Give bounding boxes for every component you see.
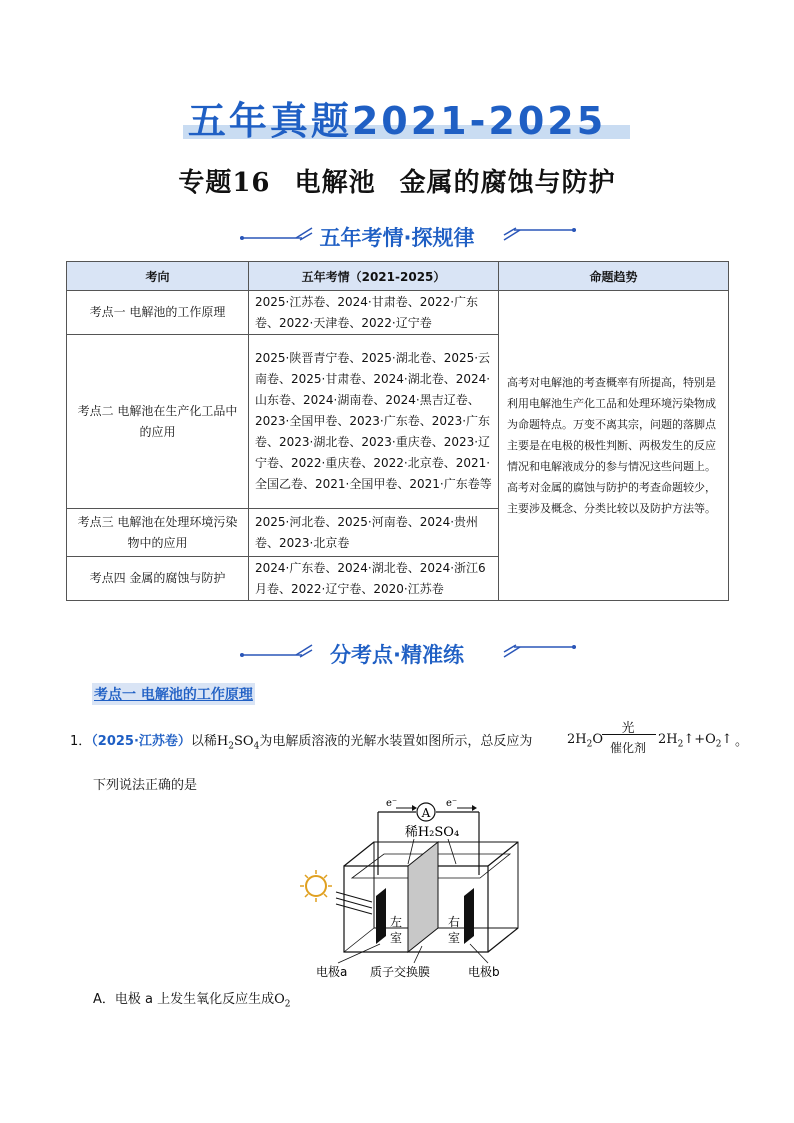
- right-room-label: 右: [447, 915, 461, 929]
- trend-cell: 高考对电解池的考查概率有所提高，特别是利用电解池生产化工品和处理环境污染物成为命题特点。万变不离其宗，问题的落脚点主要是在电极的极性判断、两极发生的反应情况和电解液成分的参与情况这些问题上。高考对金属的腐蚀与防护的考查命题较少，主要涉及概念、分类比较以及防护方法等。: [499, 291, 729, 601]
- equation-arrow: [602, 734, 656, 735]
- electrode-b: [464, 888, 474, 944]
- ammeter-label: A: [421, 806, 431, 820]
- table-header-row: [67, 262, 729, 291]
- equation-rhs: $2H_2↑+O_2↑$: [658, 732, 733, 750]
- papers-cell: 2025·河北卷、2025·河南卷、2024·贵州卷、2023·北京卷: [249, 509, 499, 557]
- electrode-a-label: 电极a: [316, 965, 348, 979]
- page-title: 五年真题2021-2025: [187, 99, 607, 143]
- option-a-formula: $O_2$: [274, 992, 291, 1010]
- papers-cell: 2024·广东卷、2024·湖北卷、2024·浙江6月卷、2022·辽宁卷、2020·江苏卷: [249, 557, 499, 601]
- papers-cell: 2025·陕晋青宁卷、2025·湖北卷、2025·云南卷、2025·甘肃卷、2024·湖北卷、2024·山东卷、2024·湖南卷、2024·黑吉辽卷、2023·全国甲卷、2023·广东卷、2023·广东卷、2023·湖北卷、2023·重庆卷、2023·辽宁卷、2022·重庆卷、2022·北京卷、2021·全国乙卷、2021·全国甲卷、2021·广东卷等: [249, 335, 499, 509]
- topic-cell: 考点一 电解池的工作原理: [67, 291, 249, 335]
- option-a-text: A．电极 a 上发生氧化反应生成: [93, 992, 275, 1007]
- equation-lhs: $2H_2O$: [567, 732, 604, 750]
- topic-cell: 考点三 电解池在处理环境污染物中的应用: [67, 509, 249, 557]
- question-prompt: 下列说法正确的是: [93, 778, 198, 793]
- solution-label: 稀H₂SO₄: [404, 825, 460, 840]
- section-heading-trends: 五年考情·探规律: [319, 226, 475, 250]
- proton-exchange-membrane: [408, 842, 438, 952]
- right-room-label: 室: [447, 931, 461, 945]
- topic-heading-link[interactable]: 考点一 电解池的工作原理: [92, 683, 255, 705]
- papers-cell: 2025·江苏卷、2024·甘肃卷、2022·广东卷、2022·天津卷、2022·辽宁卷: [249, 291, 499, 335]
- topic-cell: 考点四 金属的腐蚀与防护: [67, 557, 249, 601]
- equation-condition-bottom: 催化剂: [609, 741, 646, 755]
- page-subtitle: 专题16 电解池 金属的腐蚀与防护: [178, 168, 616, 198]
- equation-condition-top: 光: [621, 721, 635, 736]
- question-source: （2025·江苏卷）: [91, 734, 191, 749]
- sun-icon: [306, 876, 326, 896]
- table-row: [67, 291, 729, 335]
- membrane-label: 质子交换膜: [370, 965, 431, 979]
- electrode-a: [376, 888, 386, 944]
- table-header-cell: 考向: [67, 262, 249, 291]
- left-room-label: 室: [389, 931, 403, 945]
- table-header-cell: 五年考情（2021-2025）: [249, 262, 499, 291]
- question-number: 1．: [70, 734, 92, 749]
- topic-cell: 考点二 电解池在生产化工品中的应用: [67, 335, 249, 509]
- section-heading-practice: 分考点·精准练: [330, 643, 464, 667]
- option-a: [93, 988, 291, 1010]
- section-decoration-right: [500, 226, 576, 242]
- electrode-b-label: 电极b: [468, 965, 500, 979]
- table-header-cell: 命题趋势: [499, 262, 729, 291]
- question-text-end: 。: [735, 734, 749, 749]
- electron-label-right: e⁻: [446, 798, 458, 809]
- left-room-label: 左: [389, 915, 403, 929]
- exam-trend-table: [66, 261, 729, 601]
- section-decoration-right: [500, 643, 576, 659]
- question-text: 为电解质溶液的光解水装置如图所示，总反应为: [259, 734, 533, 749]
- photolysis-apparatus-figure: [296, 796, 526, 982]
- electron-label-left: e⁻: [386, 798, 398, 809]
- question-text: 以稀: [190, 734, 217, 749]
- formula-h2so4: $H_2SO_4$: [216, 734, 260, 752]
